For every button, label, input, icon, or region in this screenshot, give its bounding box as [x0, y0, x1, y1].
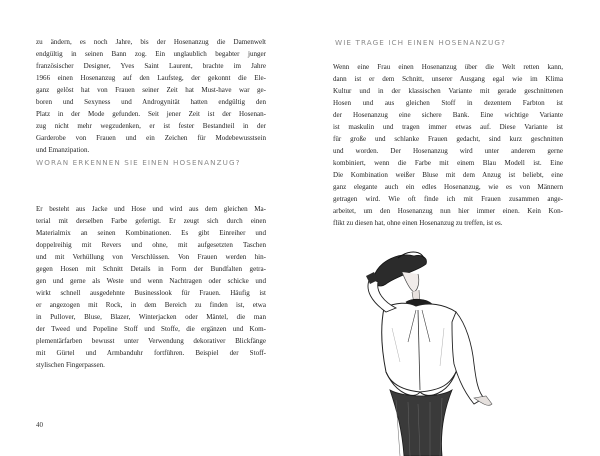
text-line: zug nicht mehr wegzudenken, er ist fester Bestandteil in der: [36, 122, 266, 130]
text-line: zu ändern, es noch Jahre, bis der Hosenanzug die Damenwelt: [36, 38, 266, 46]
section-heading: WIE TRAGE ICH EINEN HOSENANZUG?: [335, 38, 506, 47]
paragraph: [36, 203, 266, 371]
text-line: der Tweed und Popeline Stoff und Stoffe, die ergänzen und Kom-: [36, 325, 266, 333]
text-line: und Emanzipation.: [36, 146, 90, 154]
text-line: endgültig in seinen Bann zog. Ein unglaublich begabter junger: [36, 50, 266, 58]
text-line: arbeitet, um den Hosenanzug nun hier immer einen. Kein Kon-: [333, 207, 563, 215]
left-paragraph-1: [36, 36, 266, 156]
text-line: terial mit derselben Farbe gefertigt. Er zeugt sich durch einen: [36, 217, 266, 225]
text-line: ganz gelöst hat von Frauen seiner Zeit hat Must-have war ge-: [36, 86, 266, 94]
text-line: boren und Sexyness und Androgynität hatten endgültig den: [36, 98, 266, 106]
left-heading-block: [36, 158, 266, 167]
text-line: wirkt schnell ausgedehnte Businesslook für Frauen. Häufig ist: [36, 289, 266, 297]
text-line: ist maskulin und tragen immer etwas auf. Diese Variante ist: [333, 123, 563, 131]
text-line: plementärfarben bewusst unter Verwendung dekorativer Blickfänge: [36, 337, 266, 345]
text-line: doppelreihig mit Revers und ohne, mit aufgesetzten Taschen: [36, 241, 266, 249]
text-line: der Hosenanzug eine sichere Bank. Eine wichtige Variante: [333, 111, 563, 119]
text-line: und mit Verhüllung von Verschlüssen. Von Frauen werden hin-: [36, 253, 266, 261]
text-line: er angezogen mit Rock, in dem Bereich zu finden ist, etwa: [36, 301, 266, 309]
right-heading-block: [335, 38, 565, 47]
text-line: Die Kombination weißer Bluse mit dem Anzug ist beliebt, eine: [333, 171, 563, 179]
text-line: in Pullover, Bluse, Blazer, Winterjacken oder Mäntel, die man: [36, 313, 266, 321]
text-line: Kultur und in der klassischen Variante mit gerade geschnittenen: [333, 87, 563, 95]
text-line: kombiniert, wenn die Farbe mit einem Blau Modell ist. Eine: [333, 159, 563, 167]
section-heading: WORAN ERKENNEN SIE EINEN HOSENANZUG?: [36, 158, 241, 167]
text-line: getragen wird. Wie oft finde ich mit Frauen zusammen ange-: [333, 195, 563, 203]
fashion-illustration: [356, 232, 506, 456]
text-line: Garderobe von Frauen und ein Zeichen für Modebewusstsein: [36, 134, 266, 142]
text-line: und worden. Der Hosenanzug wird unter anderem gerne: [333, 147, 563, 155]
left-paragraph-2: [36, 203, 266, 371]
right-paragraph: [333, 61, 563, 229]
text-line: ganz elegante auch ein edles Hosenanzug, wie es von Männern: [333, 183, 563, 191]
text-line: Hosen und aus gleichen Stoff in dezentem Farbton ist: [333, 99, 563, 107]
fashion-sketch-icon: [356, 232, 506, 456]
text-line: Er besteht aus Jacke und Hose und wird aus dem gleichen Ma-: [36, 205, 266, 213]
paragraph: [36, 36, 266, 156]
text-line: stylischen Fingerpassen.: [36, 361, 105, 369]
text-line: dann ist er dem Schnitt, unserer Ausgang egal wie im Klima: [333, 75, 563, 83]
text-line: für große und schlanke Frauen gedacht, sind kurz geschnitten: [333, 135, 563, 143]
text-line: französischer Designer, Yves Saint Laurent, brachte im Jahre: [36, 62, 266, 70]
text-line: Wenn eine Frau einen Hosenanzug über die Welt retten kann,: [333, 63, 563, 71]
text-line: 1966 einen Hosenanzug auf den Laufsteg, der gekonnt die Ele-: [36, 74, 266, 82]
text-line: Platz in der Mode gefunden. Seit jener Zeit ist der Hosenan-: [36, 110, 266, 118]
text-line: flikt zu diesen hat, ohne einen Hosenanzug zu treffen, ist es.: [333, 219, 503, 227]
text-line: gegen Hosen mit Schnitt Details in Form der Bundfalten getra-: [36, 265, 266, 273]
text-line: gen und gerne als Weste und wenn Nachtragen oder schicke und: [36, 277, 266, 285]
text-line: Materialmix an seinen Kombinationen. Es gibt Einreiher und: [36, 229, 266, 237]
page-number: 40: [36, 421, 43, 429]
paragraph: [333, 61, 563, 229]
text-line: mit Gürtel und Armbanduhr fortführen. Beispiel der Stoff-: [36, 349, 266, 357]
right-page: [300, 0, 600, 456]
